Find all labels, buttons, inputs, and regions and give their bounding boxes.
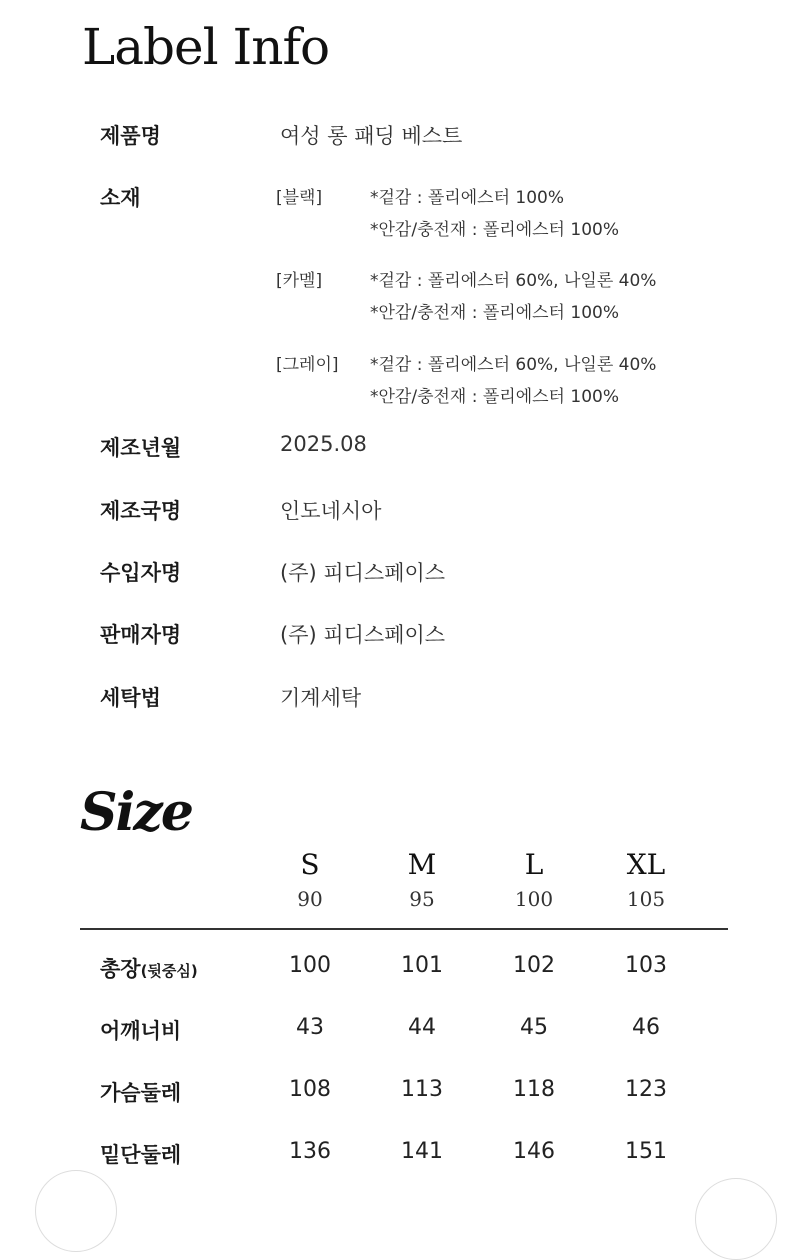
size-cell: 113 xyxy=(401,1077,443,1102)
material-outer: *겉감 : 폴리에스터 60%, 나일론 40% xyxy=(370,355,657,375)
material-lining: *안감/충전재 : 폴리에스터 100% xyxy=(370,220,619,240)
size-row-label: 밑단둘레 xyxy=(100,1143,182,1167)
size-cell: 108 xyxy=(289,1077,331,1102)
size-number: 100 xyxy=(514,887,554,911)
size-table-divider xyxy=(80,928,728,930)
size-cell: 146 xyxy=(513,1139,555,1164)
size-header-l xyxy=(474,850,594,914)
size-header-s xyxy=(250,850,370,914)
size-header-xl xyxy=(586,850,706,914)
country-label: 제조국명 xyxy=(100,499,182,523)
manufacture-date-label: 제조년월 xyxy=(100,436,182,460)
product-name-value: 여성 롱 패딩 베스트 xyxy=(280,124,463,148)
size-cell: 141 xyxy=(401,1139,443,1164)
importer-value: (주) 피디스페이스 xyxy=(280,561,446,585)
material-outer: *겉감 : 폴리에스터 60%, 나일론 40% xyxy=(370,271,657,291)
size-cell: 123 xyxy=(625,1077,667,1102)
size-letter: M xyxy=(407,848,437,881)
washing-label: 세탁법 xyxy=(100,686,161,710)
material-color: [그레이] xyxy=(276,355,339,375)
floating-button-left[interactable] xyxy=(35,1170,117,1252)
material-lining: *안감/충전재 : 폴리에스터 100% xyxy=(370,303,619,323)
size-number: 90 xyxy=(297,887,323,911)
size-letter: S xyxy=(300,848,320,881)
size-letter: L xyxy=(524,848,544,881)
size-header-m xyxy=(362,850,482,914)
size-number: 95 xyxy=(409,887,435,911)
size-cell: 45 xyxy=(520,1015,548,1040)
size-row-label-main: 총장 xyxy=(100,957,141,981)
size-number: 105 xyxy=(626,887,666,911)
material-lining: *안감/충전재 : 폴리에스터 100% xyxy=(370,387,619,407)
label-info-title: Label Info xyxy=(82,18,330,76)
manufacture-date-value: 2025.08 xyxy=(280,432,367,456)
size-cell: 118 xyxy=(513,1077,555,1102)
size-title: Size xyxy=(80,782,192,843)
size-row-label-sub: (뒷중심) xyxy=(140,962,198,980)
seller-value: (주) 피디스페이스 xyxy=(280,623,446,647)
product-name-label: 제품명 xyxy=(100,124,161,148)
country-value: 인도네시아 xyxy=(280,499,382,523)
importer-label: 수입자명 xyxy=(100,561,182,585)
seller-label: 판매자명 xyxy=(100,623,182,647)
material-entry-black xyxy=(276,183,776,253)
size-cell: 43 xyxy=(296,1015,324,1040)
material-entry-camel xyxy=(276,266,776,336)
size-row-label xyxy=(100,953,198,983)
material-outer: *겉감 : 폴리에스터 100% xyxy=(370,188,564,208)
size-cell: 44 xyxy=(408,1015,436,1040)
size-cell: 103 xyxy=(625,953,667,978)
floating-button-right[interactable] xyxy=(695,1178,777,1260)
size-cell: 46 xyxy=(632,1015,660,1040)
size-row-label: 어깨너비 xyxy=(100,1019,182,1043)
size-cell: 100 xyxy=(289,953,331,978)
size-cell: 136 xyxy=(289,1139,331,1164)
size-row-label: 가슴둘레 xyxy=(100,1081,182,1105)
material-entry-gray xyxy=(276,350,776,420)
size-cell: 151 xyxy=(625,1139,667,1164)
material-label: 소재 xyxy=(100,186,141,210)
size-cell: 101 xyxy=(401,953,443,978)
material-color: [카멜] xyxy=(276,271,323,291)
size-cell: 102 xyxy=(513,953,555,978)
size-letter: XL xyxy=(626,848,666,881)
washing-value: 기계세탁 xyxy=(280,686,362,710)
material-color: [블랙] xyxy=(276,188,323,208)
